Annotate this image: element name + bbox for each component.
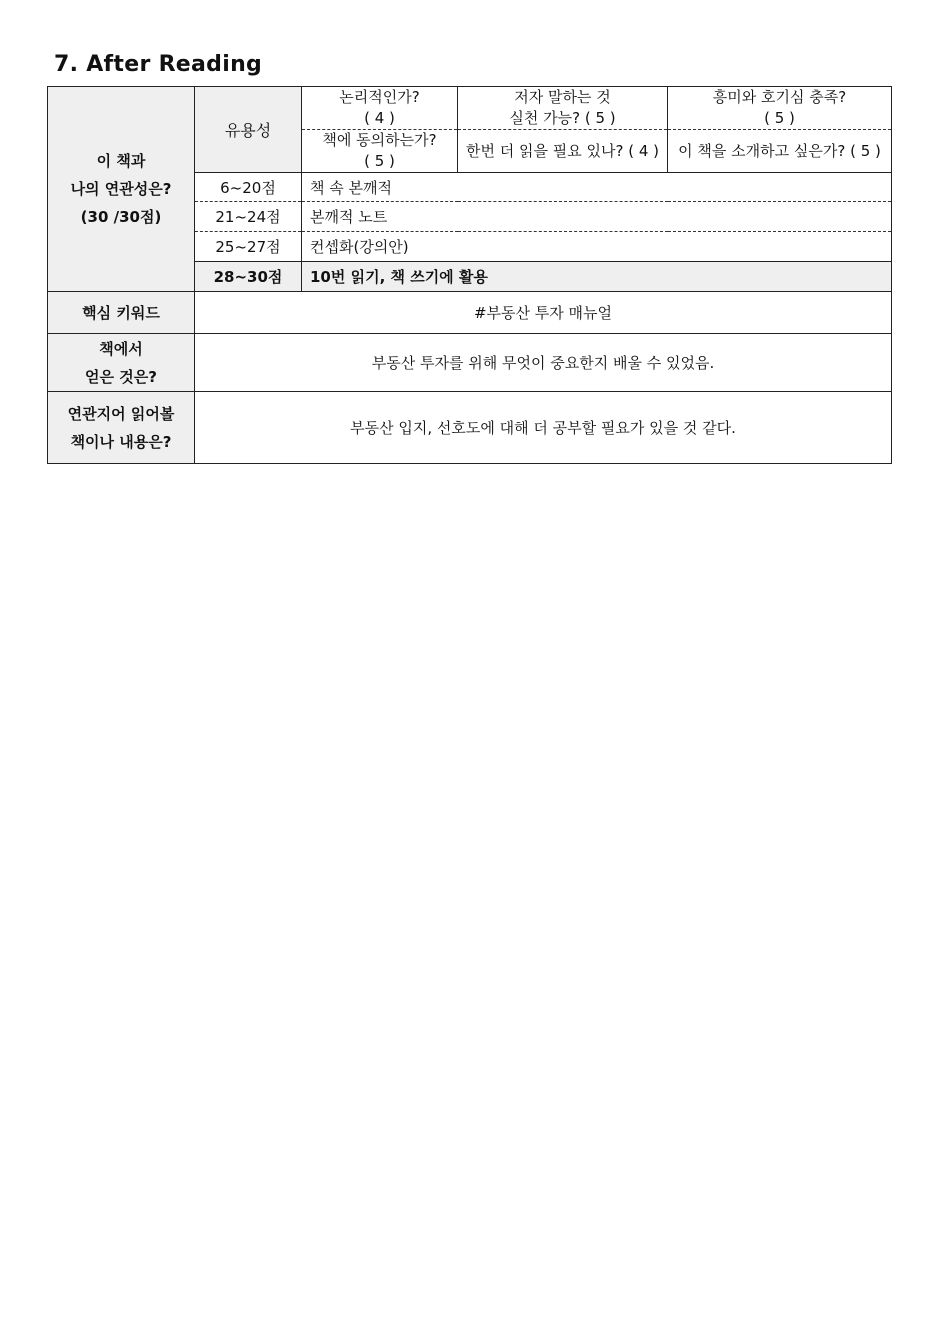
range-1: 6~20점 (195, 173, 302, 202)
keyword-label: 핵심 키워드 (48, 292, 195, 334)
range-2-desc: 본깨적 노트 (302, 202, 892, 232)
relevance-label: 이 책과 나의 연관성은? (30 /30점) (48, 87, 195, 292)
question-practical: 저자 말하는 것 실천 가능? ( 5 ) (458, 87, 668, 130)
question-logical: 논리적인가? ( 4 ) (302, 87, 458, 130)
question-recommend: 이 책을 소개하고 싶은가? ( 5 ) (668, 130, 892, 173)
after-reading-table (47, 86, 892, 464)
keyword-value: #부동산 투자 매뉴얼 (195, 292, 892, 334)
gained-label: 책에서 얻은 것은? (48, 334, 195, 392)
usefulness-label: 유용성 (195, 87, 302, 173)
range-4-desc: 10번 읽기, 책 쓰기에 활용 (302, 262, 892, 292)
range-3-desc: 컨셉화(강의안) (302, 232, 892, 262)
range-2: 21~24점 (195, 202, 302, 232)
question-reread: 한번 더 읽을 필요 있나? ( 4 ) (458, 130, 668, 173)
question-agree: 책에 동의하는가? ( 5 ) (302, 130, 458, 173)
related-value: 부동산 입지, 선호도에 대해 더 공부할 필요가 있을 것 같다. (195, 392, 892, 464)
question-interest: 흥미와 호기심 충족? ( 5 ) (668, 87, 892, 130)
gained-value: 부동산 투자를 위해 무엇이 중요한지 배울 수 있었음. (195, 334, 892, 392)
section-title: 7. After Reading (54, 52, 263, 77)
range-3: 25~27점 (195, 232, 302, 262)
related-label: 연관지어 읽어볼 책이나 내용은? (48, 392, 195, 464)
range-1-desc: 책 속 본깨적 (302, 173, 892, 202)
range-4: 28~30점 (195, 262, 302, 292)
